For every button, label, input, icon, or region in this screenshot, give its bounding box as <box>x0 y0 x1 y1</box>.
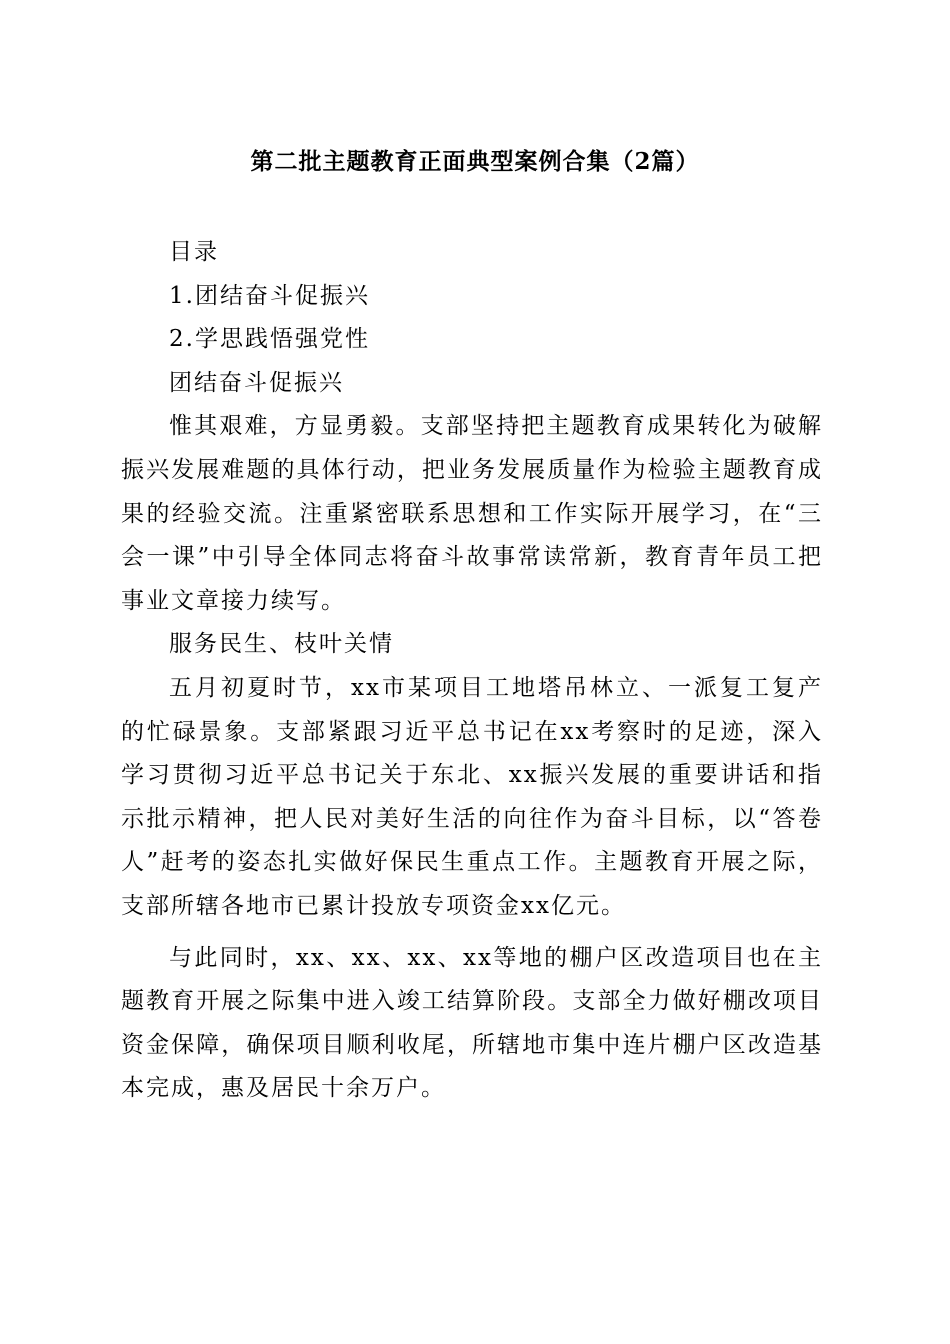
paragraph-renovation: 与此同时，xx、xx、xx、xx等地的棚户区改造项目也在主题教育开展之际集中进入竣工结算阶段。支部全力做好棚改项目资金保障，确保项目顺利收尾，所辖地市集中连片棚户区改造基本完成，惠及居民十余万户。 <box>121 944 823 1102</box>
toc-item-1: 1.团结奋斗促振兴 <box>169 282 370 309</box>
document-body <box>121 231 823 1111</box>
section-heading: 团结奋斗促振兴 <box>169 369 344 396</box>
paragraph-intro: 惟其艰难，方显勇毅。支部坚持把主题教育成果转化为破解振兴发展难题的具体行动，把业务发展质量作为检验主题教育成果的经验交流。注重紧密联系思想和工作实际开展学习，在“三会一课”中引导全体同志将奋斗故事常读常新，教育青年员工把事业文章接力续写。 <box>121 413 823 614</box>
toc-heading: 目录 <box>169 239 219 265</box>
subheading-livelihood: 服务民生、枝叶关情 <box>169 631 394 658</box>
toc-item-2: 2.学思践悟强党性 <box>169 326 370 353</box>
document-title: 第二批主题教育正面典型案例合集（2篇） <box>250 148 700 175</box>
paragraph-project-site: 五月初夏时节，xx市某项目工地塔吊林立、一派复工复产的忙碌景象。支部紧跟习近平总书记在xx考察时的足迹，深入学习贯彻习近平总书记关于东北、xx振兴发展的重要讲话和指示批示精神，把人民对美好生活的向往作为奋斗目标，以“答卷人”赶考的姿态扎实做好保民生重点工作。主题教育开展之际，支部所辖各地市已累计投放专项资金xx亿元。 <box>121 674 823 919</box>
